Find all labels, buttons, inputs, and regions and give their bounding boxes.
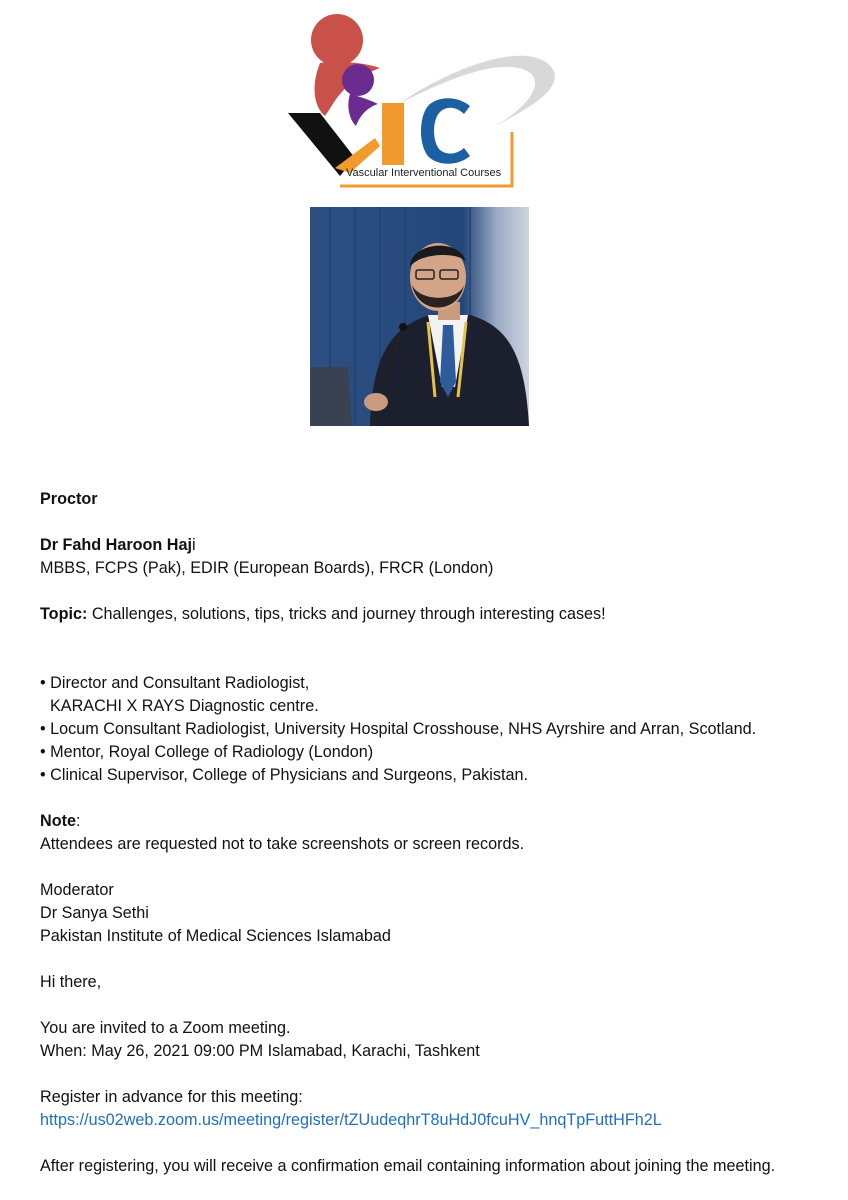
speaker-name-tail: i [192,536,196,554]
invite-line: You are invited to a Zoom meeting. [40,1019,291,1037]
speaker-credentials: MBBS, FCPS (Pak), EDIR (European Boards), FRCR (London) [40,559,494,577]
topic-line [40,603,840,626]
vic-logo-graphic [280,8,560,193]
note-label: Note [40,812,76,830]
proctor-heading: Proctor [40,490,98,508]
note-heading [40,810,840,833]
moderator-institution: Pakistan Institute of Medical Sciences Islamabad [40,927,391,945]
announcement-body [40,488,840,1178]
after-registering-text: After registering, you will receive a confirmation email containing information about joining the meeting. [40,1157,776,1175]
register-label: Register in advance for this meeting: [40,1088,303,1106]
greeting: Hi there, [40,973,102,991]
speaker-photo [310,207,529,426]
moderator-label: Moderator [40,881,114,899]
logo-caption: Vascular Interventional Courses [346,167,502,179]
note-colon: : [75,812,81,830]
moderator-name: Dr Sanya Sethi [40,904,149,922]
role-item: • Mentor, Royal College of Radiology (London) [40,743,374,761]
note-text: Attendees are requested not to take screenshots or screen records. [40,835,525,853]
register-link[interactable]: https://us02web.zoom.us/meeting/register/tZUudeqhrT8uHdJ0fcuHV_hnqTpFuttHFh2L [40,1111,662,1129]
speaker-name-bold: Dr Fahd Haroon Haj [40,536,192,554]
role-item: • Locum Consultant Radiologist, University Hospital Crosshouse, NHS Ayrshire and Arran, Scotland. [40,720,757,738]
speaker-photo-graphic [310,207,529,426]
topic-text: Challenges, solutions, tips, tricks and journey through interesting cases! [87,605,606,623]
meeting-when: When: May 26, 2021 09:00 PM Islamabad, Karachi, Tashkent [40,1042,480,1060]
topic-label: Topic: [40,605,88,623]
vic-logo [280,8,560,193]
role-item: • Director and Consultant Radiologist, [40,674,310,692]
role-item: • Clinical Supervisor, College of Physicians and Surgeons, Pakistan. [40,766,528,784]
speaker-name [40,534,840,557]
role-item: KARACHI X RAYS Diagnostic centre. [50,697,319,715]
